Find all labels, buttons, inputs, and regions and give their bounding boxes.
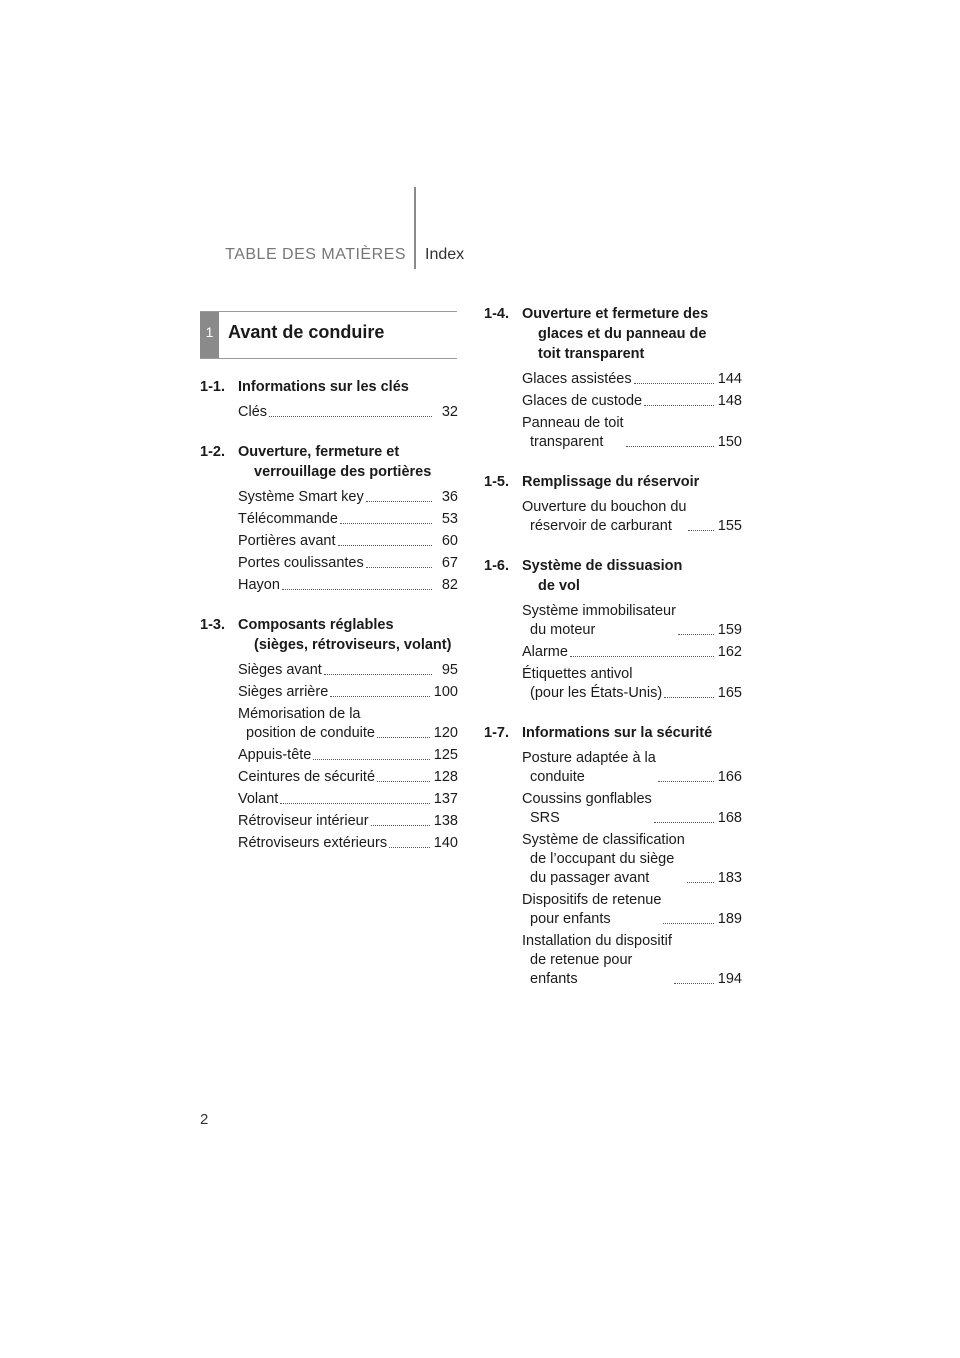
dot-leader <box>389 847 430 848</box>
section-title-line: Informations sur les clés <box>238 379 409 395</box>
dot-leader <box>674 983 714 984</box>
dot-leader <box>269 416 432 417</box>
entry-page-number: 159 <box>717 622 742 638</box>
entry-page-number: 36 <box>441 489 458 505</box>
dot-leader <box>626 446 714 447</box>
entry-title-line: pour enfants <box>530 911 611 927</box>
entry-title-line: du moteur <box>530 622 596 638</box>
dot-leader <box>634 383 714 384</box>
toc-section <box>200 442 458 595</box>
dot-leader <box>687 882 714 883</box>
entry-title <box>238 661 322 680</box>
entry-title-line: Panneau de toit <box>522 415 624 431</box>
entry-page-number: 137 <box>433 791 458 807</box>
toc-entry[interactable] <box>522 414 742 452</box>
entry-title-line: Glaces de custode <box>522 393 643 409</box>
chapter-number-tab: 1 <box>200 312 219 358</box>
entry-title <box>238 768 375 787</box>
entry-title <box>238 554 364 573</box>
section-title-line: Composants réglables <box>238 617 394 633</box>
section-code: 1-3. <box>200 617 225 633</box>
entry-title-line: Alarme <box>522 644 568 660</box>
page-number: 2 <box>200 1111 209 1128</box>
toc-entry[interactable] <box>522 498 742 536</box>
entry-title <box>238 834 387 853</box>
dot-leader <box>280 803 429 804</box>
entry-title <box>522 790 652 828</box>
entry-title-line: Dispositifs de retenue <box>522 892 662 908</box>
dot-leader <box>664 697 714 698</box>
entry-title-line: Appuis-tête <box>238 747 312 763</box>
entry-title-line: Installation du dispositif <box>522 933 672 949</box>
dot-leader <box>644 405 714 406</box>
entry-title-line: Portes coulissantes <box>238 555 364 571</box>
toc-entry[interactable] <box>522 831 742 888</box>
entry-page-number: 32 <box>441 404 458 420</box>
toc-entry[interactable] <box>522 392 742 411</box>
toc-entry[interactable] <box>238 812 458 831</box>
toc-entry[interactable] <box>522 891 742 929</box>
entry-page-number: 194 <box>717 971 742 987</box>
section-title-line: de vol <box>538 578 580 594</box>
section-code: 1-1. <box>200 379 225 395</box>
entry-title-line: Portières avant <box>238 533 336 549</box>
entry-title-line: Volant <box>238 791 279 807</box>
dot-leader <box>678 634 714 635</box>
section-code: 1-6. <box>484 558 509 574</box>
entry-title-line: Système Smart key <box>238 489 364 505</box>
section-code: 1-2. <box>200 444 225 460</box>
entry-page-number: 168 <box>717 810 742 826</box>
toc-entry[interactable] <box>238 683 458 702</box>
entry-page-number: 166 <box>717 769 742 785</box>
entry-title <box>238 683 328 702</box>
section-title-line: Ouverture, fermeture et <box>238 444 400 460</box>
entry-title <box>238 510 338 529</box>
toc-entry[interactable] <box>238 554 458 573</box>
section-title <box>522 472 742 492</box>
entry-title-line: (pour les États-Unis) <box>530 685 663 701</box>
entry-title-line: Coussins gonflables <box>522 791 652 807</box>
entry-title <box>522 891 661 929</box>
section-heading <box>484 472 742 492</box>
entry-title-line: Clés <box>238 404 268 420</box>
toc-entry[interactable] <box>522 602 742 640</box>
toc-column-left <box>200 377 458 873</box>
section-heading <box>200 377 458 397</box>
toc-entry[interactable] <box>238 661 458 680</box>
entry-title-line: réservoir de carburant <box>530 518 672 534</box>
section-title <box>522 556 742 596</box>
entry-page-number: 189 <box>717 911 742 927</box>
toc-entry[interactable] <box>238 705 458 743</box>
entry-page-number: 125 <box>433 747 458 763</box>
toc-entry[interactable] <box>522 790 742 828</box>
entry-page-number: 100 <box>433 684 458 700</box>
section-heading <box>200 615 458 655</box>
section-heading <box>484 723 742 743</box>
section-title-line: (sièges, rétroviseurs, volant) <box>254 637 452 653</box>
entry-title <box>522 749 656 787</box>
entry-page-number: 67 <box>441 555 458 571</box>
toc-entry[interactable] <box>522 749 742 787</box>
entry-title-line: de l’occupant du siège <box>530 851 675 867</box>
entry-title <box>522 602 676 640</box>
entry-page-number: 53 <box>441 511 458 527</box>
entry-page-number: 120 <box>433 725 458 741</box>
entry-title-line: Ceintures de sécurité <box>238 769 376 785</box>
toc-section <box>200 377 458 422</box>
toc-column-right <box>484 304 742 1009</box>
entry-page-number: 150 <box>717 434 742 450</box>
section-title-line: toit transparent <box>538 346 645 362</box>
toc-entry[interactable] <box>238 403 458 422</box>
entry-title <box>522 831 685 888</box>
entry-page-number: 183 <box>717 870 742 886</box>
dot-leader <box>371 825 430 826</box>
entry-title <box>522 932 672 989</box>
entry-title <box>238 488 364 507</box>
entry-title-line: Télécommande <box>238 511 338 527</box>
entry-page-number: 155 <box>717 518 742 534</box>
entry-title-line: Posture adaptée à la <box>522 750 656 766</box>
entry-title <box>238 705 375 743</box>
entry-title-line: Hayon <box>238 577 280 593</box>
dot-leader <box>658 781 714 782</box>
section-title <box>238 615 458 655</box>
entry-title-line: enfants <box>530 971 578 987</box>
entry-title <box>238 532 336 551</box>
section-heading <box>200 442 458 482</box>
section-title-line: verrouillage des portières <box>254 464 432 480</box>
entry-title <box>522 665 662 703</box>
toc-entry[interactable] <box>238 532 458 551</box>
dot-leader <box>663 923 713 924</box>
toc-section <box>484 556 742 703</box>
entry-title-line: Rétroviseurs extérieurs <box>238 835 388 851</box>
entry-title-line: Étiquettes antivol <box>522 666 633 682</box>
dot-leader <box>366 567 432 568</box>
toc-entry[interactable] <box>522 643 742 662</box>
entry-title <box>238 746 311 765</box>
entry-title-line: conduite <box>530 769 585 785</box>
entry-title-line: position de conduite <box>246 725 375 741</box>
chapter-header <box>200 311 457 359</box>
entry-title <box>522 370 632 389</box>
toc-section <box>484 304 742 452</box>
entry-title <box>238 576 280 595</box>
section-title-line: Informations sur la sécurité <box>522 725 713 741</box>
dot-leader <box>282 589 432 590</box>
entry-page-number: 140 <box>433 835 458 851</box>
toc-entry[interactable] <box>238 790 458 809</box>
chapter-title: Avant de conduire <box>228 322 385 342</box>
entry-title-line: Glaces assistées <box>522 371 632 387</box>
toc-section <box>484 723 742 989</box>
entry-title-line: de retenue pour <box>530 952 633 968</box>
entry-page-number: 128 <box>433 769 458 785</box>
toc-entry[interactable] <box>238 768 458 787</box>
entry-page-number: 60 <box>441 533 458 549</box>
nav-divider <box>414 187 416 269</box>
section-heading <box>484 556 742 596</box>
dot-leader <box>570 656 714 657</box>
section-title <box>522 723 742 743</box>
entry-page-number: 162 <box>717 644 742 660</box>
section-title-line: glaces et du panneau de <box>538 326 707 342</box>
dot-leader <box>377 737 430 738</box>
toc-entry[interactable] <box>522 370 742 389</box>
dot-leader <box>688 530 713 531</box>
entry-title <box>238 812 369 831</box>
toc-section <box>200 615 458 853</box>
entry-page-number: 165 <box>717 685 742 701</box>
dot-leader <box>338 545 432 546</box>
entry-title-line: du passager avant <box>530 870 650 886</box>
entry-title <box>522 643 568 662</box>
toc-section <box>484 472 742 536</box>
entry-title-line: Système de classification <box>522 832 685 848</box>
top-navigation <box>0 0 960 280</box>
section-title <box>238 442 458 482</box>
entry-title <box>522 414 624 452</box>
toc-entry[interactable] <box>238 576 458 595</box>
entry-title <box>522 498 686 536</box>
entry-title-line: Système immobilisateur <box>522 603 676 619</box>
entry-title-line: Mémorisation de la <box>238 706 361 722</box>
toc-entry[interactable] <box>238 834 458 853</box>
entry-title-line: Ouverture du bouchon du <box>522 499 687 515</box>
entry-title <box>238 790 278 809</box>
entry-title-line: Sièges arrière <box>238 684 329 700</box>
dot-leader <box>340 523 432 524</box>
entry-title-line: Sièges avant <box>238 662 322 678</box>
toc-link[interactable]: TABLE DES MATIÈRES <box>225 246 406 263</box>
section-code: 1-7. <box>484 725 509 741</box>
entry-page-number: 82 <box>441 577 458 593</box>
section-title-line: Système de dissuasion <box>522 558 683 574</box>
entry-title-line: transparent <box>530 434 604 450</box>
entry-page-number: 95 <box>441 662 458 678</box>
entry-title <box>522 392 642 411</box>
section-title <box>522 304 742 364</box>
section-code: 1-4. <box>484 306 509 322</box>
dot-leader <box>654 822 714 823</box>
dot-leader <box>366 501 432 502</box>
dot-leader <box>324 674 432 675</box>
toc-entry[interactable] <box>522 665 742 703</box>
section-code: 1-5. <box>484 474 509 490</box>
section-title-line: Ouverture et fermeture des <box>522 306 709 322</box>
entry-page-number: 148 <box>717 393 742 409</box>
toc-entry[interactable] <box>238 488 458 507</box>
entry-page-number: 138 <box>433 813 458 829</box>
section-title <box>238 377 458 397</box>
section-title-line: Remplissage du réservoir <box>522 474 700 490</box>
toc-entry[interactable] <box>238 746 458 765</box>
entry-title-line: Rétroviseur intérieur <box>238 813 369 829</box>
index-link[interactable]: Index <box>425 246 465 263</box>
entry-title-line: SRS <box>530 810 560 826</box>
entry-title <box>238 403 267 422</box>
toc-entry[interactable] <box>238 510 458 529</box>
dot-leader <box>377 781 430 782</box>
section-heading <box>484 304 742 364</box>
entry-page-number: 144 <box>717 371 742 387</box>
dot-leader <box>330 696 430 697</box>
dot-leader <box>313 759 429 760</box>
toc-entry[interactable] <box>522 932 742 989</box>
